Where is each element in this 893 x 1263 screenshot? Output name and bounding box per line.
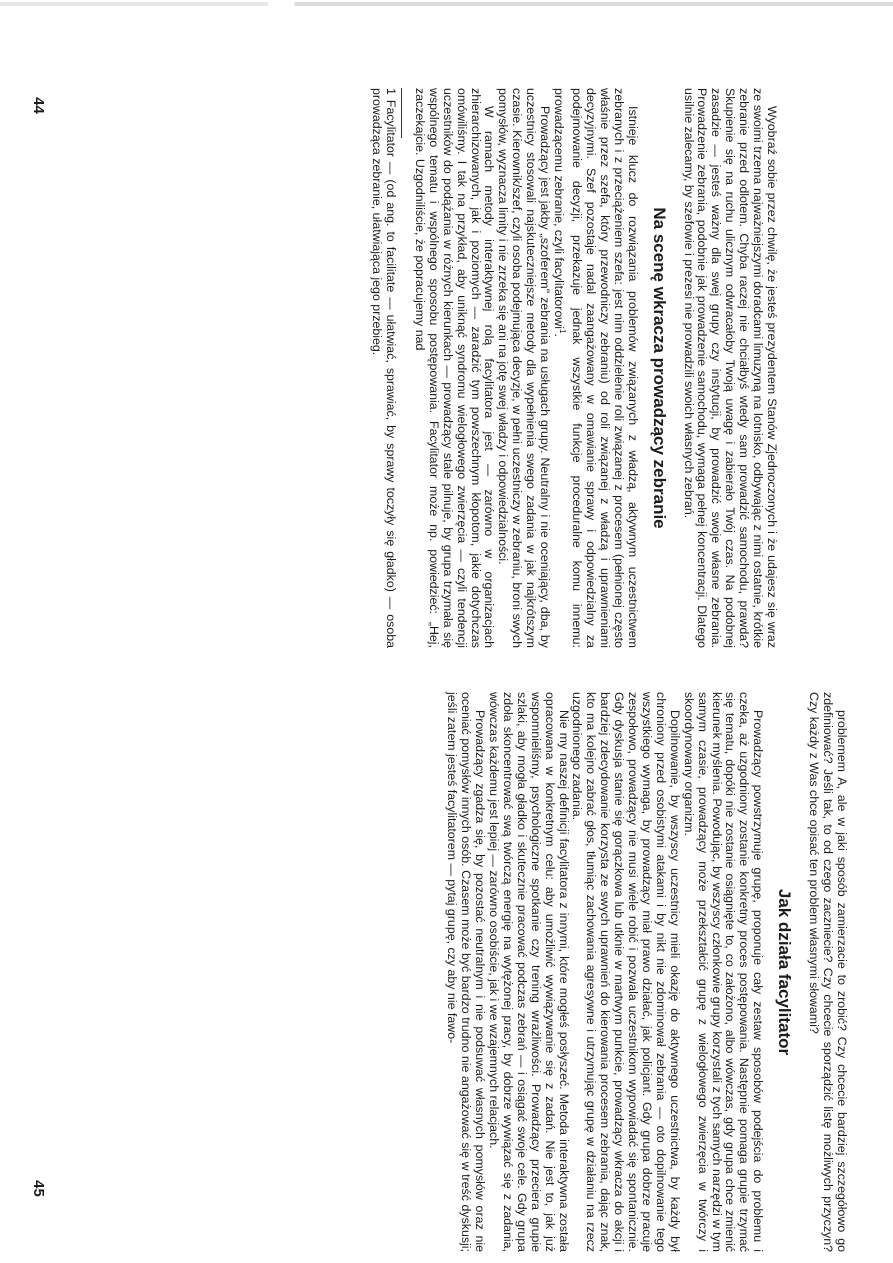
page-45-paragraph-2: Dopilnowanie, by wszyscy uczestnicy mieli okazję do aktywnego uczestnictwa, by każdy był chroniony przed osobistymi atakami i by nikt nie zdominował zebrania — oto dopilnowanie tego wszystkiego wymaga, by prowadzący miał prawo działać, jak policjant. Gdy grupa dobrze pracuje zespołowo, prowadzący nie musi wiele robić i pozwala uczestnikom wypowiadać się spontanicznie. Gdy dyskusja stanie się gorączkowa lub utknie w martwym punkcie, prowadzący wkracza do akcji i bardziej zdecydowanie korzysta ze swych uprawnień do kierowania procesem zebrania, dając znak, kto ma kolejno zabrać głos, tłumiąc zachowania agresywne i utrzymując grupę w działaniu na rzecz uzgodnionego zadania.	[570, 692, 682, 1252]
page-44-paragraph-3: W ramach metody interaktywnej rolą facylitatora jest — zarówno w organizacjach zhierarchizowanych, jak i poziomych — zaradzić tym powszechnym kłopotom, jakie dotychczas omówiliśmy. I tak na przykład, aby uniknąć syndromu wielogłowego zwierzęcia — czyli tendencji uczestników do podążania w różnych kierunkach — prowadzący stale pilnuje, by grupa trzymała się wspólnego tematu i wspólnego sposobu postępowania. Facylitator może np. powiedzieć: „Hej, zaczekajcie. Uzgodniliście, że popracujemy nad	[412, 88, 497, 648]
page-45	[428, 692, 848, 1252]
page-number-45: 45	[29, 1180, 47, 1197]
page-45-paragraph-3: Nie my naszej definicji facylitatora z innymi, które mogłeś posłyszeć. Metoda interaktywna została opracowana w konkretnym celu: aby umożliwić wywiązywanie się z zadań. Nie jest to, jak już wspomnieliśmy, psychologiczne spotkanie czy trening wrażliwości. Prowadzący przeciera grupie szlaki, aby mogła gładko i skutecznie pracować podczas zebrań — i osiągać swoje cele. Gdy grupa zdoła skoncentrować swą twórczą energię na wytężonej pracy, by dobrze wywiązać się z zadania, wówczas każdemu jest lepiej — zarówno osobiście, jak i we wzajemnych relacjach.	[487, 692, 571, 1252]
page-44-paragraph-2: Prowadzący jest jakby „szoferem" zebrania na usługach grupy. Neutralny i nie oceniający, dba, by uczestnicy stosowali najskuteczniejsze metody dla wypełnienia swego zadania w jak najkrótszym czasie. Kierownik/szef, czyli osoba podejmująca decyzje, w pełni uczestniczy w zebraniu, broni swych pomysłów, wyznacza limity i nie zrzeka się ani na jotę swej władzy i odpowiedzialności.	[496, 88, 553, 648]
footnote-marker: 1	[558, 329, 568, 334]
page-45-paragraph-1: Prowadzący powstrzymuje grupę, proponuje cały zestaw sposobów podejścia do problemu i czeka, aż uzgodniony zostanie konkretny proces postępowania. Następnie pomaga grupie trzymać się tematu, dopóki nie zostanie osiągnięte to, co założono, albo wówczas, gdy grupa chce zmienić kierunek myślenia. Powodując, by wszyscy członkowie grupy korzystali z tych samych narzędzi w tym samym czasie, prowadzący może przekształcić grupę z wielogłowego zwierzęcia w twórczy i skoordynowany organizm.	[681, 692, 766, 1252]
page-44-paragraph-1-text: Istnieje klucz do rozwiązania problemów związanych z władzą, aktywnym uczestnictwem zebranych i z przeciążeniem szefa: jest nim oddzielenie roli związanej z procesem (pełnionej często właśnie przez szefa, który przewodniczy zebraniu) od roli związanej z władzą i uprawnieniami decyzyjnymi. Szef pozostaje nadal zaangażowany w omawianie sprawy i odpowiedzialny za podejmowanie decyzji, przekazuje jednak wszystkie funkcje proceduralne komu innemu: prowadzącemu zebranie, czyli facylitatorowi	[552, 88, 640, 648]
page-45-paragraph-4: Prowadzący zgadza się, by pozostać neutralnym i nie podsuwać własnych pomysłów oraz nie oceniać pomysłów innych osób. Czasem może być bardzo trudno nie angażować się w treść dyskusji; jeśli zatem jesteś facylitatorem — pytaj grupę, czy aby nie fawo-	[445, 692, 488, 1252]
page-44-paragraph-1	[551, 88, 639, 648]
page-45-intro: problemem A, ale w jaki sposób zamierzacie to zrobić? Czy chcecie bardziej szczegółowo go zdefiniować? Jeśli tak, to od czego zaczniecie? Czy chcecie sporządzić listę możliwych przyczyn? Czy każdy z Was chce opisać ten problem własnymi słowami?	[807, 692, 849, 1252]
page-44-footnote: 1 Facylitator — (od ang. to facilitate — ułatwiać, sprawiać, by sprawy toczyły się gładko) — osoba prowadząca zebranie, ułatwiająca jego przebieg.	[370, 88, 399, 648]
page-44	[358, 88, 778, 648]
page-44-intro: Wyobraź sobie przez chwilę, że jesteś prezydentem Stanów Zjednoczonych i że udajesz się wraz ze swoimi trzema najważniejszymi doradcami limuzyną na lotnisko, odbywając z nimi ostatnie, krótkie zebranie przed odlotem. Chyba raczej nie chciałbyś wtedy sam prowadzić samochodu, prawda? Skupienie się na ruchu ulicznym odwracałoby Twoją uwagę i zabierało Twój czas. Na podobnej zasadzie — jesteś ważny dla swej grupy czy instytucji, by prowadzić swoje własne zebrania. Prowadzenie zebrania, podobnie jak prowadzenie samochodu, wymaga pełnej koncentracji. Dlatego usilnie zalecamy, by szefowie i prezesi nie prowadzili swoich własnych zebrań.	[681, 88, 779, 648]
page-number-44: 44	[29, 97, 47, 114]
footnote-divider	[401, 88, 402, 138]
page-44-paragraph-1-end: .	[552, 333, 566, 337]
scan-edge-line	[0, 2, 893, 6]
page-45-heading: Jak działa facylitator	[775, 888, 795, 1056]
page-44-heading: Na scenę wkracza prowadzący zebranie	[649, 207, 669, 529]
